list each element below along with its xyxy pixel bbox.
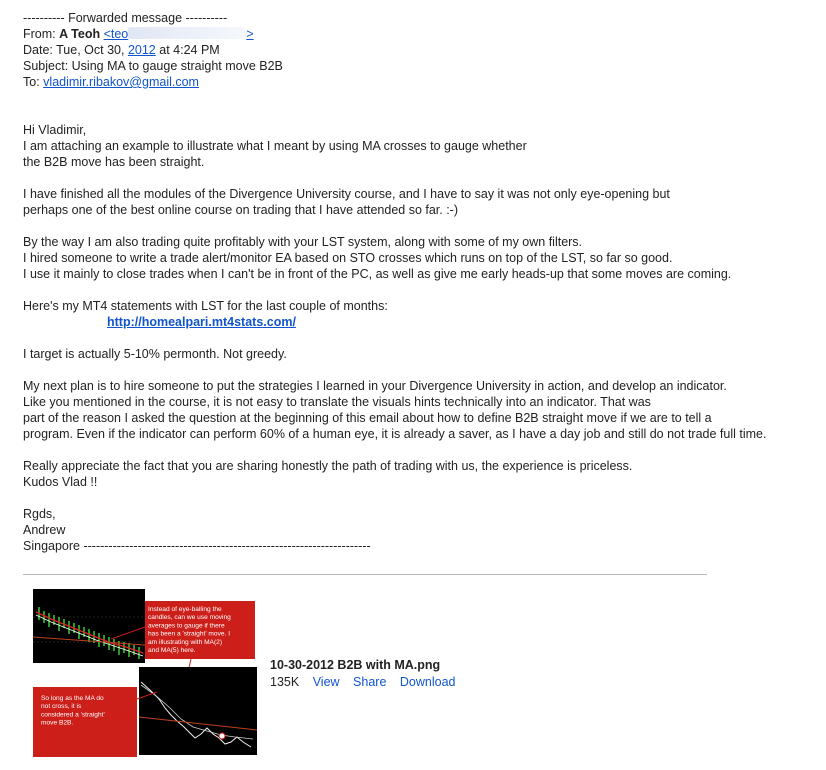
sender-email-suffix[interactable]: > xyxy=(246,27,254,41)
paragraph-line: Here's my MT4 statements with LST for the last couple of months: xyxy=(23,299,388,313)
paragraph-line: By the way I am also trading quite profitably with your LST system, along with some of my own filters. xyxy=(23,235,583,249)
paragraph-line: I target is actually 5-10% permonth. Not greedy. xyxy=(23,347,287,361)
date-year-link[interactable]: 2012 xyxy=(127,43,156,57)
annotation-1-line: has been a 'straight' move. I xyxy=(148,630,231,638)
annotation-2-line: not cross, it is xyxy=(41,703,82,711)
to-line xyxy=(23,74,283,90)
sender-email-link[interactable] xyxy=(104,27,254,41)
from-label: From: xyxy=(23,27,56,41)
paragraph-line: part of the reason I asked the question at the beginning of this email about how to define B2B straight move if we are to tell a xyxy=(23,411,712,425)
annotation-1-line: candles, can we use moving xyxy=(148,614,231,622)
paragraph-line: My next plan is to hire someone to put the strategies I learned in your Divergence University in action, and develop an indicator. xyxy=(23,379,727,393)
paragraph-line: the B2B move has been straight. xyxy=(23,155,205,169)
annotation-1-line: am illustrating with MA(2) xyxy=(148,638,223,646)
annotation-1-line: Instead of eye-balling the xyxy=(148,606,222,613)
date-label: Date: xyxy=(23,43,53,57)
annotation-2-line: move B2B. xyxy=(41,719,74,727)
sender-email-prefix[interactable]: <teo xyxy=(103,27,129,41)
to-label: To: xyxy=(23,75,40,89)
paragraph-1 xyxy=(23,138,813,170)
paragraph-6 xyxy=(23,378,813,442)
paragraph-line: I hired someone to write a trade alert/monitor EA based on STO crosses which runs on top of the LST, so far so good. xyxy=(23,251,673,265)
date-prefix: Tue, Oct 30, xyxy=(56,43,125,57)
email-header xyxy=(23,10,283,90)
paragraph-line: I have finished all the modules of the Divergence University course, and I have to say it was not only eye-opening but xyxy=(23,187,670,201)
paragraph-line: program. Even if the indicator can perform 60% of a human eye, it is already a saver, as I have a day job and still do not trade full time. xyxy=(23,427,767,441)
subject-line xyxy=(23,58,283,74)
recipient-email-link[interactable]: vladimir.ribakov@gmail.com xyxy=(43,75,199,89)
forwarded-line: ---------- Forwarded message ---------- xyxy=(23,11,228,25)
paragraph-line: I am attaching an example to illustrate what I meant by using MA crosses to gauge whether xyxy=(23,139,527,153)
email-body xyxy=(23,122,813,570)
annotation-1-line: averages to gauge if there xyxy=(148,622,225,630)
paragraph-7 xyxy=(23,458,813,490)
paragraph-line: Kudos Vlad !! xyxy=(23,475,98,489)
paragraph-2 xyxy=(23,186,813,218)
greeting: Hi Vladimir, xyxy=(23,123,87,137)
from-line xyxy=(23,26,283,42)
view-link[interactable]: View xyxy=(312,675,340,689)
paragraph-4 xyxy=(23,298,813,330)
signature-line: Singapore --------------------------------------------------------------------- xyxy=(23,539,371,553)
sender-name: A Teoh xyxy=(59,27,101,41)
paragraph-line: I use it mainly to close trades when I can't be in front of the PC, as well as give me early heads-up that some moves are coming. xyxy=(23,267,732,281)
attachment-filename: 10-30-2012 B2B with MA.png xyxy=(270,658,441,672)
date-line xyxy=(23,42,283,58)
paragraph-line: perhaps one of the best online course on trading that I have attended so far. :-) xyxy=(23,203,459,217)
annotation-1-line: and MA(5) here. xyxy=(148,647,196,654)
paragraph-5 xyxy=(23,346,813,362)
attachment-size: 135K xyxy=(270,675,300,689)
download-link[interactable]: Download xyxy=(399,675,456,689)
mt4-statement-link[interactable]: http://homealpari.mt4stats.com/ xyxy=(107,315,296,329)
paragraph-line: Really appreciate the fact that you are sharing honestly the path of trading with us, the experience is priceless. xyxy=(23,459,633,473)
annotation-2-line: So long as the MA do xyxy=(41,695,104,702)
share-link[interactable]: Share xyxy=(353,675,387,689)
attachment-thumbnail[interactable] xyxy=(31,587,259,757)
subject-label: Subject: xyxy=(23,59,69,73)
attachment-info xyxy=(270,657,465,691)
redacted-email xyxy=(128,27,246,39)
signature-line: Rgds, xyxy=(23,507,56,521)
paragraph-3 xyxy=(23,234,813,282)
signature xyxy=(23,506,813,554)
annotation-2-line: considered a 'straight' xyxy=(41,711,105,719)
chart-bottom-bg xyxy=(139,667,257,755)
attachment-actions xyxy=(270,674,465,691)
attachment-divider xyxy=(23,574,707,575)
paragraph-line: Like you mentioned in the course, it is not easy to translate the visuals hints technically into an indicator. That was xyxy=(23,395,651,409)
statement-link-row xyxy=(23,314,813,330)
signature-line: Andrew xyxy=(23,523,66,537)
chart-bottom-marker xyxy=(219,733,225,739)
date-time: at 4:24 PM xyxy=(159,43,220,57)
subject-text: Using MA to gauge straight move B2B xyxy=(71,59,283,73)
